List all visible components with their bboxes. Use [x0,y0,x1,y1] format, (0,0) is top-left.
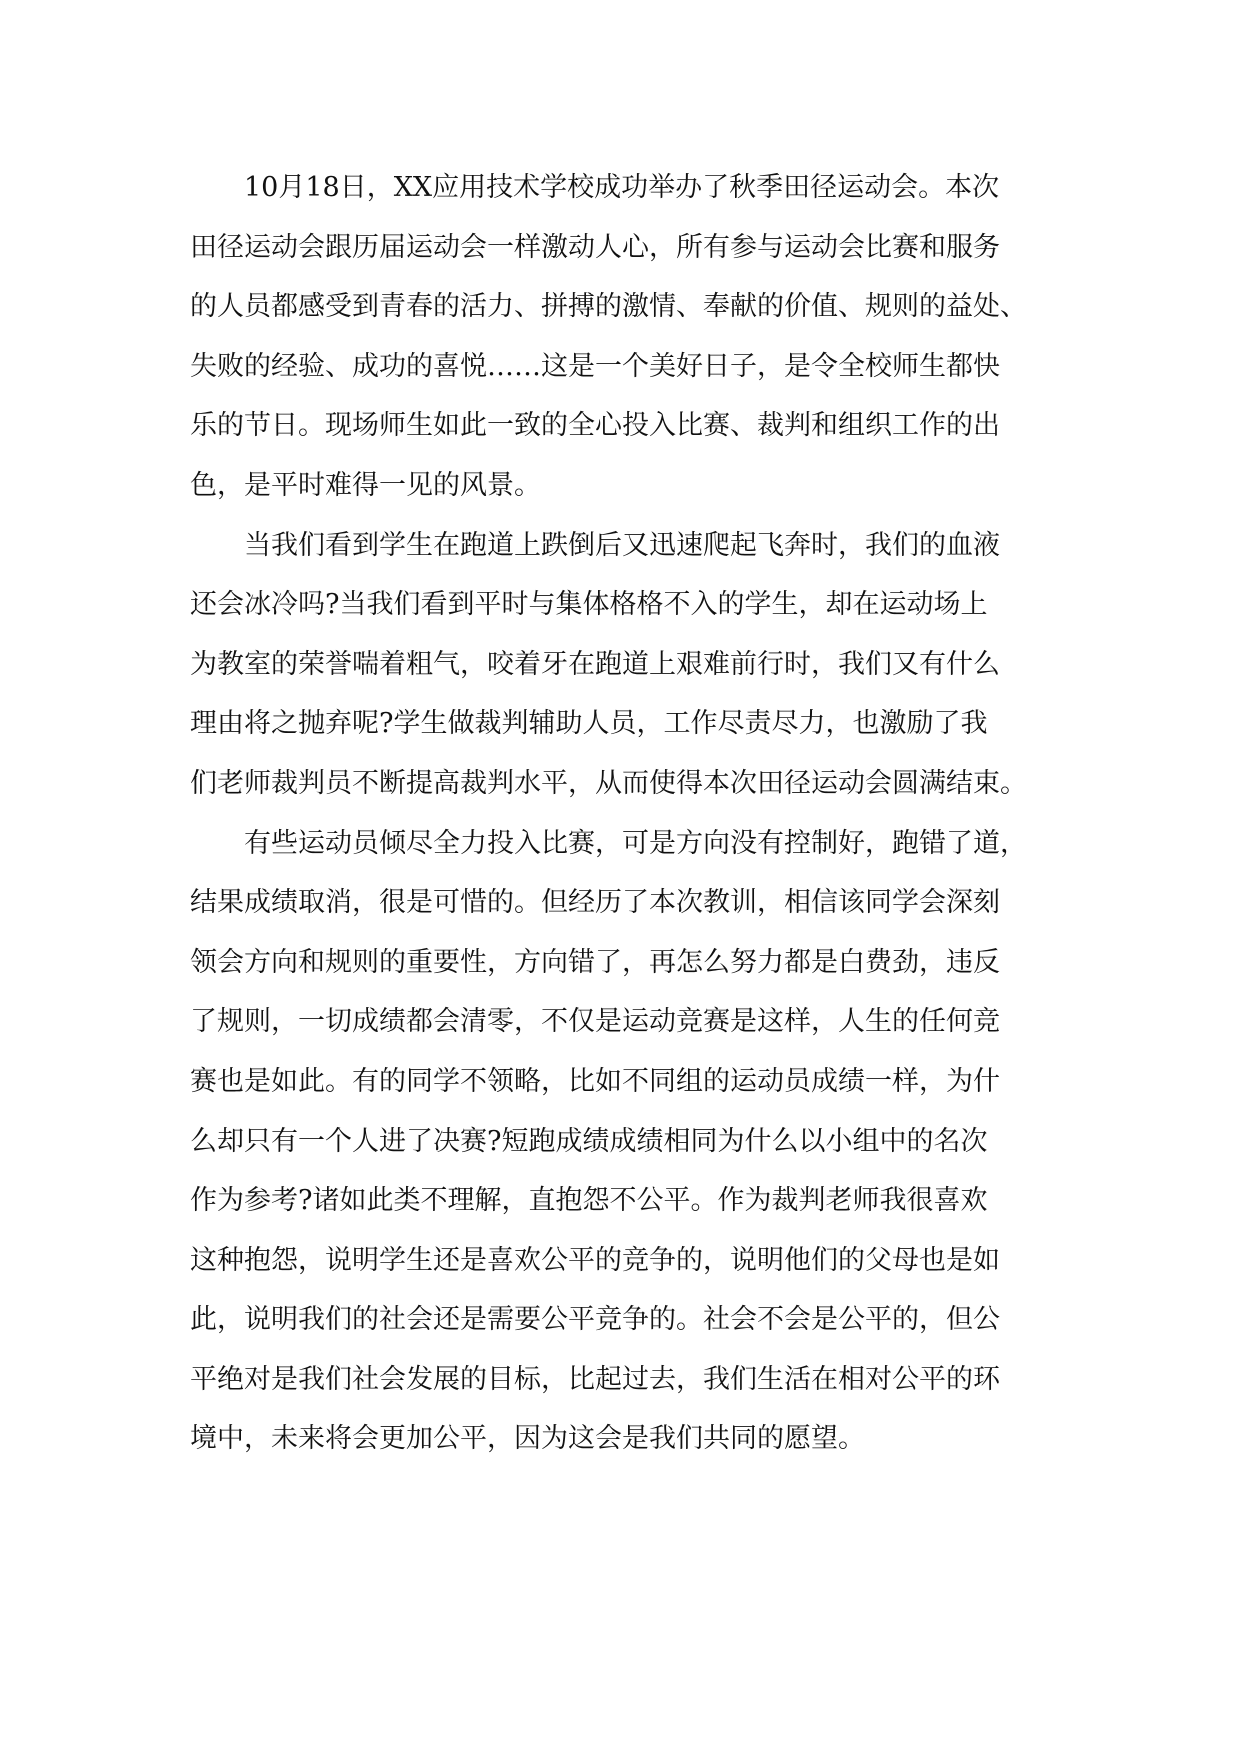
paragraph-3-line-4: 了规则，一切成绩都会清零，不仅是运动竞赛是这样，人生的任何竞 [190,1006,1000,1038]
paragraph-3-line-9: 此，说明我们的社会还是需要公平竞争的。社会不会是公平的，但公 [190,1304,1000,1336]
paragraph-3-line-5: 赛也是如此。有的同学不领略，比如不同组的运动员成绩一样，为什 [190,1065,1000,1097]
paragraph-3-line-6: 么却只有一个人进了决赛?短跑成绩成绩相同为什么以小组中的名次 [190,1125,988,1157]
paragraph-2-line-2: 还会冰冷吗?当我们看到平时与集体格格不入的学生，却在运动场上 [190,589,988,621]
paragraph-1-line-6: 色，是平时难得一见的风景。 [190,469,541,501]
paragraph-3-line-10: 平绝对是我们社会发展的目标，比起过去，我们生活在相对公平的环 [190,1363,1000,1395]
paragraph-2-line-1: 当我们看到学生在跑道上跌倒后又迅速爬起飞奔时，我们的血液 [244,529,1000,561]
paragraph-1-line-5: 乐的节日。现场师生如此一致的全心投入比赛、裁判和组织工作的出 [190,410,1000,442]
paragraph-2-line-5: 们老师裁判员不断提高裁判水平，从而使得本次田径运动会圆满结束。 [190,767,1027,799]
paragraph-2-line-3: 为教室的荣誉喘着粗气，咬着牙在跑道上艰难前行时，我们又有什么 [190,648,1000,680]
paragraph-3-line-7: 作为参考?诸如此类不理解，直抱怨不公平。作为裁判老师我很喜欢 [190,1185,988,1217]
paragraph-1-line-2: 田径运动会跟历届运动会一样激动人心，所有参与运动会比赛和服务 [190,231,1000,263]
paragraph-3-line-11: 境中，未来将会更加公平，因为这会是我们共同的愿望。 [190,1423,865,1455]
paragraph-3-line-2: 结果成绩取消，很是可惜的。但经历了本次教训，相信该同学会深刻 [190,887,1000,919]
paragraph-2-line-4: 理由将之抛弃呢?学生做裁判辅助人员，工作尽责尽力，也激励了我 [190,708,988,740]
paragraph-1-line-1: 10月18日，XX应用技术学校成功举办了秋季田径运动会。本次 [244,172,1000,203]
body-text [190,158,1050,1469]
paragraph-3-line-8: 这种抱怨，说明学生还是喜欢公平的竞争的，说明他们的父母也是如 [190,1244,1000,1276]
paragraph-1-line-3: 的人员都感受到青春的活力、拼搏的激情、奉献的价值、规则的益处、 [190,291,1027,323]
paragraph-3-line-3: 领会方向和规则的重要性，方向错了，再怎么努力都是白费劲，违反 [190,946,1000,978]
paragraph-3-line-1: 有些运动员倾尽全力投入比赛，可是方向没有控制好，跑错了道， [244,827,1027,859]
paragraph-1-line-4: 失败的经验、成功的喜悦……这是一个美好日子，是令全校师生都快 [190,350,1000,382]
